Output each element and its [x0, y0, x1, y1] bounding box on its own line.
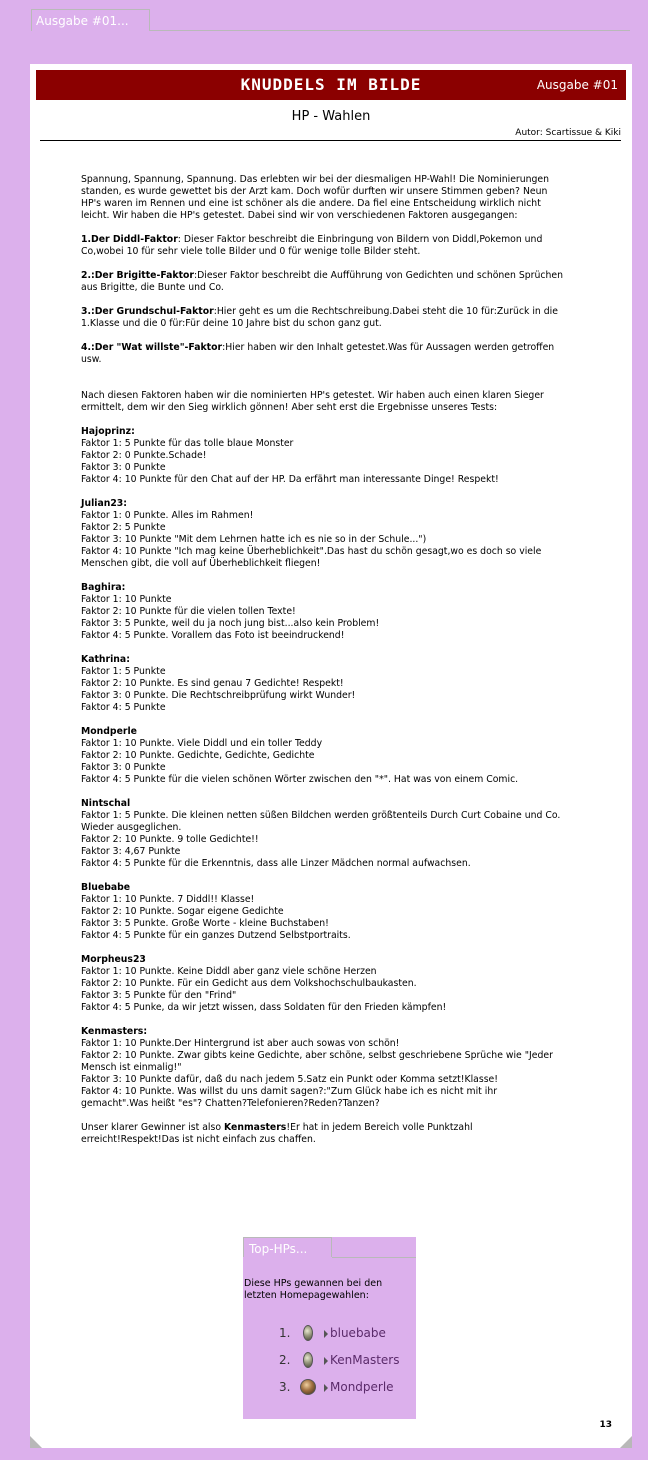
rank-number: 3.	[279, 1380, 291, 1394]
score-line: Faktor 2: 10 Punkte für die vielen tollen Texte!	[81, 606, 296, 617]
conclusion	[81, 1122, 566, 1146]
score-line: Faktor 2: 10 Punkte. Es sind genau 7 Gedichte! Respekt!	[81, 678, 344, 689]
conclusion-text: Unser klarer Gewinner ist also	[81, 1122, 225, 1133]
score-line: Faktor 4: 5 Punke, da wir jetzt wissen, dass Soldaten für den Frieden kämpfen!	[81, 1002, 447, 1013]
page-number: 13	[599, 1420, 612, 1430]
score-line: Faktor 4: 5 Punkte. Vorallem das Foto ist beeindruckend!	[81, 630, 345, 641]
score-line: Faktor 4: 10 Punkte für den Chat auf der HP. Da erfährt man interessante Dinge! Respekt!	[81, 474, 499, 485]
arrow-right-icon	[324, 1330, 328, 1338]
score-line: Faktor 3: 5 Punkte, weil du ja noch jung bist...also kein Problem!	[81, 618, 380, 629]
top-hps-divider	[332, 1257, 416, 1258]
silver-bead-icon	[303, 1352, 313, 1368]
score-line: Faktor 1: 10 Punkte. Viele Diddl und ein toller Teddy	[81, 738, 323, 749]
conclusion-text-end: !Er hat in jedem Bereich volle Punktzahl erreicht!Respekt!Das ist nicht einfach zus chaffen.	[81, 1122, 473, 1145]
top-hp-link[interactable]: KenMasters	[330, 1353, 400, 1367]
score-line: Faktor 4: 10 Punkte "Ich mag keine Überheblichkeit".Das hast du schön gesagt,wo es doch so viele Menschen gibt, die voll auf Überheblichkeit fliegen!	[81, 546, 542, 569]
bronze-orb-icon	[300, 1379, 316, 1395]
score-line: Faktor 2: 10 Punkte. Gedichte, Gedichte, Gedichte	[81, 750, 315, 761]
contestant-block	[81, 1026, 566, 1110]
rank-number: 2.	[279, 1353, 291, 1367]
contestant-block	[81, 726, 566, 786]
top-hp-link[interactable]: Mondperle	[330, 1380, 394, 1394]
top-hp-link[interactable]: bluebabe	[330, 1326, 386, 1340]
factor-name: 3.:Der Grundschul-Faktor	[81, 306, 214, 317]
contestant-block	[81, 798, 566, 870]
factor-text: :Dieser Faktor beschreibt die Aufführung von Gedichten und schönen Sprüchen aus Brigitte, die Bunte und Co.	[81, 270, 564, 293]
contestant-name: Kathrina:	[81, 654, 130, 665]
score-line: Faktor 3: 5 Punkte für den "Frind"	[81, 990, 237, 1001]
score-line: Faktor 4: 5 Punkte für ein ganzes Dutzend Selbstportraits.	[81, 930, 351, 941]
score-line: Faktor 1: 5 Punkte	[81, 666, 166, 677]
score-line: Faktor 3: 10 Punkte "Mit dem Lehrnen hatte ich es nie so in der Schule...")	[81, 534, 427, 545]
score-line: Faktor 2: 10 Punkte. 9 tolle Gedichte!!	[81, 834, 259, 845]
magazine-title: KNUDDELS IM BILDE	[240, 75, 422, 94]
contestant-block	[81, 498, 566, 570]
score-line: Faktor 3: 0 Punkte. Die Rechtschreibprüfung wirkt Wunder!	[81, 690, 356, 701]
top-hps-description: Diese HPs gewannen bei den letzten Homepagewahlen:	[244, 1278, 383, 1301]
corner-left-icon	[30, 1436, 42, 1448]
score-line: Faktor 3: 5 Punkte. Große Worte - kleine Buchstaben!	[81, 918, 329, 929]
factor-text: :Hier haben wir den Inhalt getestet.Was für Aussagen werden getroffen usw.	[81, 342, 555, 365]
results-intro: Nach diesen Faktoren haben wir die nominierten HP's getestet. Wir haben auch einen klaren Sieger ermittelt, dem wir den Sieg wirklich gönnen! Aber seht erst die Ergebnisse unseres Tests:	[81, 390, 544, 413]
top-hp-item[interactable]	[243, 1375, 416, 1402]
silver-bead-icon	[303, 1325, 313, 1341]
contestant-name: Bluebabe	[81, 882, 131, 893]
arrow-right-icon	[324, 1357, 328, 1365]
score-line: Faktor 2: 0 Punkte.Schade!	[81, 450, 207, 461]
score-line: Faktor 2: 10 Punkte. Für ein Gedicht aus dem Volkshochschulbaukasten.	[81, 978, 417, 989]
issue-label: Ausgabe #01	[536, 78, 618, 92]
score-line: Faktor 3: 0 Punkte	[81, 762, 166, 773]
intro-paragraph: Spannung, Spannung, Spannung. Das erlebten wir bei der diesmaligen HP-Wahl! Die Nominierungen standen, es wurde gewettet bis der Arzt kam. Doch wofür durften wir unsere Stimmen geben? Neun HP's waren im Rennen und eine ist schöner als die andere. Da fiel eine Entscheidung wirklich nicht leicht. Wir haben die HP's getestet. Dabei sind wir von verschiedenen Faktoren ausgegangen:	[81, 174, 550, 221]
score-line: Faktor 4: 5 Punkte für die Erkenntnis, dass alle Linzer Mädchen normal aufwachsen.	[81, 858, 471, 869]
magazine-header	[36, 70, 626, 100]
score-line: Faktor 1: 0 Punkte. Alles im Rahmen!	[81, 510, 254, 521]
factor-paragraph	[81, 306, 566, 330]
factor-paragraph	[81, 342, 566, 366]
contestant-name: Nintschal	[81, 798, 131, 809]
factor-name: 4.:Der "Wat willste"-Faktor	[81, 342, 223, 353]
top-hp-item[interactable]	[243, 1348, 416, 1375]
score-line: Faktor 3: 10 Punkte dafür, daß du nach jedem 5.Satz ein Punkt oder Komma setzt!Klasse!	[81, 1074, 498, 1085]
factor-text: : Dieser Faktor beschreibt die Einbringung von Bildern von Diddl,Pokemon und Co,wobei 10 für sehr viele tolle Bilder und 0 für wenige tolle Bilder steht.	[81, 234, 543, 257]
contestant-name: Hajoprinz:	[81, 426, 135, 437]
contestant-name: Mondperle	[81, 726, 137, 737]
score-line: Faktor 1: 10 Punkte.Der Hintergrund ist aber auch sowas von schön!	[81, 1038, 400, 1049]
contestant-block	[81, 426, 566, 486]
score-line: Faktor 2: 10 Punkte. Zwar gibts keine Gedichte, aber schöne, selbst geschriebene Sprüche wie "Jeder Mensch ist einmalig!"	[81, 1050, 553, 1073]
outer-tab[interactable]	[31, 9, 150, 31]
top-hp-item[interactable]	[243, 1321, 416, 1348]
article-body	[81, 174, 566, 1146]
article-panel	[30, 64, 632, 1448]
article-title: HP - Wahlen	[291, 109, 371, 124]
top-hps-list	[243, 1321, 416, 1402]
score-line: Faktor 3: 4,67 Punkte	[81, 846, 181, 857]
contestant-name: Baghira:	[81, 582, 126, 593]
score-line: Faktor 1: 5 Punkte für das tolle blaue Monster	[81, 438, 294, 449]
rank-number: 1.	[279, 1326, 291, 1340]
contestant-block	[81, 582, 566, 642]
arrow-right-icon	[324, 1384, 328, 1392]
top-hps-tab[interactable]	[243, 1237, 332, 1257]
score-line: Faktor 1: 10 Punkte. 7 Diddl!! Klasse!	[81, 894, 255, 905]
divider	[40, 140, 621, 141]
top-hps-box	[243, 1237, 416, 1419]
author-line: Autor: Scartissue & Kiki	[515, 128, 621, 138]
score-line: Faktor 1: 10 Punkte	[81, 594, 172, 605]
outer-tab-label: Ausgabe #01...	[36, 14, 129, 28]
score-line: Faktor 3: 0 Punkte	[81, 462, 166, 473]
score-line: Faktor 4: 5 Punkte für die vielen schönen Wörter zwischen den "*". Hat was von einem Comic.	[81, 774, 519, 785]
factor-name: 1.Der Diddl-Faktor	[81, 234, 178, 245]
factor-paragraph	[81, 234, 566, 258]
score-line: Faktor 1: 10 Punkte. Keine Diddl aber ganz viele schöne Herzen	[81, 966, 377, 977]
contestant-block	[81, 882, 566, 942]
factor-text: :Hier geht es um die Rechtschreibung.Dabei steht die 10 für:Zurück in die 1.Klasse und die 0 für:Für deine 10 Jahre bist du schon ganz gut.	[81, 306, 558, 329]
contestant-list	[81, 426, 566, 1122]
top-hps-tab-label: Top-HPs...	[249, 1242, 308, 1256]
score-line: Faktor 2: 5 Punkte	[81, 522, 166, 533]
corner-right-icon	[620, 1436, 632, 1448]
contestant-block	[81, 954, 566, 1014]
contestant-name: Morpheus23	[81, 954, 146, 965]
outer-tab-divider	[150, 30, 630, 31]
contestant-block	[81, 654, 566, 714]
contestant-name: Kenmasters:	[81, 1026, 148, 1037]
score-line: Faktor 4: 10 Punkte. Was willst du uns damit sagen?:"Zum Glück habe ich es nicht mit ihr gemacht".Was heißt "es"? Chatten?Telefonieren?Reden?Tanzen?	[81, 1086, 498, 1109]
factor-name: 2.:Der Brigitte-Faktor	[81, 270, 194, 281]
score-line: Faktor 1: 5 Punkte. Die kleinen netten süßen Bildchen werden größtenteils Durch Curt Cobaine und Co. Wieder ausgeglichen.	[81, 810, 561, 833]
winner-name: Kenmasters	[224, 1122, 287, 1133]
factor-paragraph	[81, 270, 566, 294]
contestant-name: Julian23:	[81, 498, 127, 509]
score-line: Faktor 2: 10 Punkte. Sogar eigene Gedichte	[81, 906, 284, 917]
score-line: Faktor 4: 5 Punkte	[81, 702, 166, 713]
